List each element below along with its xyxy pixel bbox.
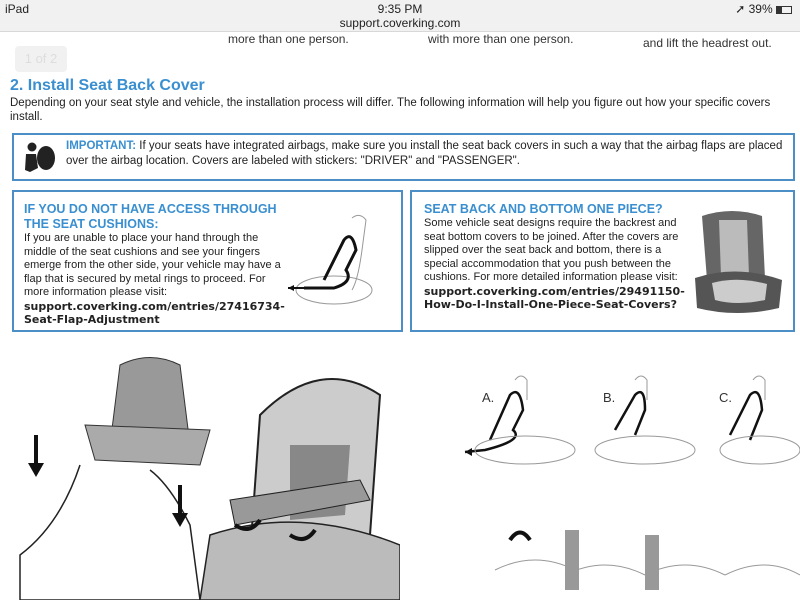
battery-icon: [776, 6, 792, 14]
no-access-text: If you are unable to place your hand through the middle of the seat cushions and see your fingers emerge from the other side, your vehicle may have a flap that is secured by metal rings to proceed. For more information please visit:: [24, 232, 281, 298]
section-title: 2. Install Seat Back Cover: [10, 77, 205, 94]
device-label: iPad: [5, 2, 30, 16]
step-label-c: C.: [719, 390, 732, 405]
one-piece-text: Some vehicle seat designs require the backrest and seat bottom covers to be joined. After the covers are slipped over the seat back and bottom, there is a special accommodation that you push between the cushions. For more detailed information please visit:: [424, 217, 679, 283]
steps-abc-illustration: [455, 370, 800, 600]
behind-text-2: with more than one person.: [428, 32, 574, 46]
no-access-title: IF YOU DO NOT HAVE ACCESS THROUGH THE SEAT CUSHIONS:: [24, 202, 277, 231]
one-piece-box: [410, 190, 795, 332]
battery-percent: 39%: [748, 2, 773, 16]
important-text: If your seats have integrated airbags, make sure you install the seat back covers in such a way that the airbag flaps are placed over the airbag location. Covers are labeled with stickers: "DRIVER" and "PASSENGER".: [66, 140, 783, 167]
no-access-box: [12, 190, 403, 332]
step-label-a: A.: [482, 390, 495, 405]
step-label-b: B.: [603, 390, 616, 405]
one-piece-title: SEAT BACK AND BOTTOM ONE PIECE?: [424, 202, 663, 216]
clock: 9:35 PM: [377, 2, 423, 16]
page-indicator: 1 of 2: [15, 46, 67, 72]
location-icon: ➚: [735, 2, 746, 16]
url-bar[interactable]: support.coverking.com: [339, 16, 461, 30]
status-bar: [0, 0, 800, 32]
behind-text-3: and lift the headrest out.: [643, 36, 772, 50]
seat-flap-illustration: [284, 210, 394, 320]
airbag-icon: [22, 140, 58, 174]
battery-status: [735, 2, 792, 16]
important-label: IMPORTANT:: [66, 140, 137, 152]
important-box: [12, 133, 795, 181]
behind-text-1: more than one person.: [228, 32, 349, 46]
section-intro: Depending on your seat style and vehicle, the installation process will differ. The following information will help you figure out how your specific covers install.: [10, 97, 771, 123]
seat-cover-install-illustration: [0, 355, 400, 600]
no-access-link[interactable]: support.coverking.com/entries/27416734-Seat-Flap-Adjustment: [24, 299, 285, 326]
one-piece-link[interactable]: support.coverking.com/entries/29491150-How-Do-I-Install-One-Piece-Seat-Covers?: [424, 284, 685, 311]
one-piece-seat-illustration: [687, 208, 787, 320]
